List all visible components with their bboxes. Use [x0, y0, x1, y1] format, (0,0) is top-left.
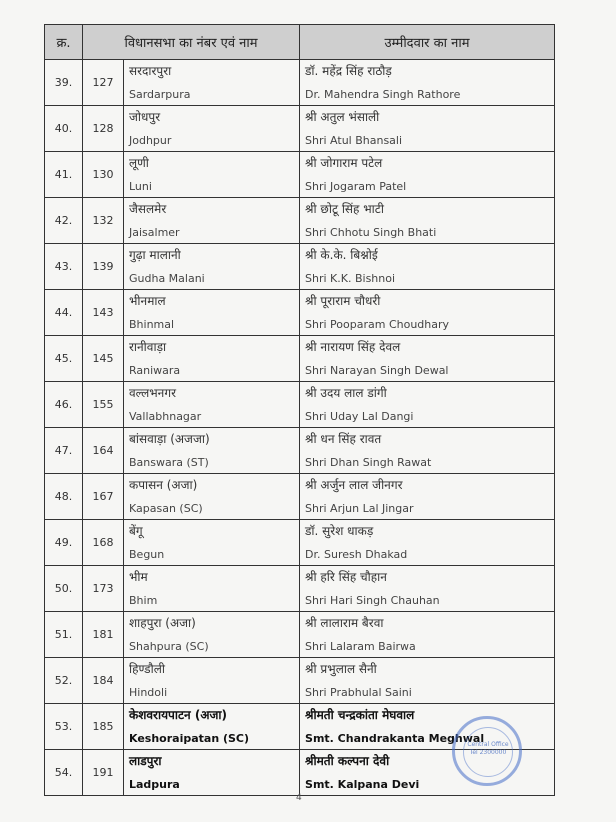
table-row: [45, 60, 555, 106]
constituency-number: 143: [92, 306, 114, 319]
serial-number-cell: [45, 290, 83, 336]
serial-number-cell: [45, 198, 83, 244]
constituency-name-hindi: लूणी: [129, 156, 149, 170]
constituency-name-english: Hindoli: [129, 686, 168, 699]
constituency-number-cell: [83, 474, 124, 520]
candidate-name-hindi: श्री जोगाराम पटेल: [305, 156, 383, 170]
constituency-number-cell: [83, 658, 124, 704]
serial-number-cell: [45, 658, 83, 704]
candidate-name-english: Smt. Chandrakanta Meghwal: [305, 732, 485, 745]
serial-number: 49.: [54, 536, 73, 549]
serial-number: 39.: [54, 76, 73, 89]
constituency-number-cell: [83, 750, 124, 796]
candidate-name-cell: [300, 474, 555, 520]
constituency-name-cell: [124, 658, 300, 704]
constituency-name-english: Begun: [129, 548, 165, 561]
constituency-number: 185: [92, 720, 114, 733]
seal-line-1: Central Office: [467, 741, 509, 748]
candidate-name-hindi: श्री उदय लाल डांगी: [305, 386, 387, 400]
constituency-name-hindi: सरदारपुरा: [129, 64, 172, 78]
constituency-number-cell: [83, 428, 124, 474]
serial-number: 41.: [54, 168, 73, 181]
candidate-name-cell: [300, 566, 555, 612]
seal-line-2: Tel 2300000: [469, 749, 507, 756]
candidate-name-english: Shri Poораram Choudhary: [305, 318, 450, 331]
constituency-name-cell: [124, 474, 300, 520]
constituency-name-english: Jodhpur: [129, 134, 172, 147]
constituency-number: 191: [92, 766, 114, 779]
constituency-number: 184: [92, 674, 114, 687]
constituency-name-cell: [124, 336, 300, 382]
constituency-name-cell: [124, 520, 300, 566]
constituency-name-hindi: बेंगू: [129, 524, 143, 538]
candidate-name-cell: [300, 382, 555, 428]
serial-number-cell: [45, 152, 83, 198]
table-row: [45, 290, 555, 336]
constituency-number: 128: [92, 122, 114, 135]
candidate-name-hindi: श्री अर्जुन लाल जीनगर: [305, 478, 403, 492]
constituency-name-english: Luni: [129, 180, 152, 193]
constituency-name-cell: [124, 612, 300, 658]
constituency-name-english: Ladpura: [129, 778, 180, 791]
table-row: [45, 520, 555, 566]
candidate-name-english: Shri Lalaram Bairwa: [305, 640, 416, 653]
candidate-name-hindi: श्रीमती चन्द्रकांता मेघवाल: [305, 708, 415, 722]
constituency-name-english: Keshoraipatan (SC): [129, 732, 250, 745]
constituency-number-cell: [83, 704, 124, 750]
constituency-name-cell: [124, 566, 300, 612]
constituency-name-hindi: लाडपुरा: [129, 754, 162, 768]
constituency-number: 145: [92, 352, 114, 365]
candidate-name-cell: [300, 152, 555, 198]
constituency-number: 164: [92, 444, 114, 457]
constituency-name-english: Jaisalmer: [129, 226, 180, 239]
candidate-name-cell: [300, 658, 555, 704]
candidate-name-hindi: श्री धन सिंह रावत: [305, 432, 382, 446]
table-row: [45, 474, 555, 520]
constituency-number: 181: [92, 628, 114, 641]
serial-number: 54.: [54, 766, 73, 779]
constituency-name-english: Kapasan (SC): [129, 502, 203, 515]
serial-number-cell: [45, 566, 83, 612]
serial-number: 48.: [54, 490, 73, 503]
serial-number: 42.: [54, 214, 73, 227]
constituency-number-cell: [83, 612, 124, 658]
constituency-name-hindi: जैसलमेर: [129, 202, 167, 216]
serial-number: 45.: [54, 352, 73, 365]
candidate-name-cell: [300, 428, 555, 474]
constituency-number-cell: [83, 336, 124, 382]
candidate-name-hindi: श्री पूराराम चौधरी: [305, 294, 381, 308]
constituency-number-cell: [83, 244, 124, 290]
constituency-name-hindi: हिण्डौली: [129, 662, 165, 676]
table-row: [45, 566, 555, 612]
candidate-name-cell: [300, 106, 555, 152]
serial-number-cell: [45, 428, 83, 474]
table-row: [45, 428, 555, 474]
constituency-name-hindi: भीम: [129, 570, 148, 584]
serial-number: 50.: [54, 582, 73, 595]
candidate-name-english: Shri Prabhulal Saini: [305, 686, 412, 699]
constituency-number-cell: [83, 290, 124, 336]
constituency-name-cell: [124, 60, 300, 106]
candidate-name-cell: [300, 198, 555, 244]
constituency-name-english: Gudha Malani: [129, 272, 205, 285]
candidate-name-english: Shri Arjun Lal Jingar: [305, 502, 414, 515]
serial-number-cell: [45, 60, 83, 106]
constituency-number: 168: [92, 536, 114, 549]
constituency-name-hindi: वल्लभनगर: [129, 386, 176, 400]
candidate-name-english: Shri Atul Bhansali: [305, 134, 403, 147]
constituency-number: 173: [92, 582, 114, 595]
candidate-name-cell: [300, 60, 555, 106]
candidate-name-cell: [300, 244, 555, 290]
constituency-name-hindi: बांसवाड़ा (अजजा): [129, 432, 210, 446]
candidate-name-hindi: डॉ. सुरेश धाकड़: [305, 524, 374, 538]
constituency-number-cell: [83, 198, 124, 244]
header-constituency: विधानसभा का नंबर एवं नाम: [83, 25, 300, 60]
candidate-name-english: Shri Hari Singh Chauhan: [305, 594, 440, 607]
serial-number: 46.: [54, 398, 73, 411]
serial-number-cell: [45, 520, 83, 566]
constituency-number-cell: [83, 520, 124, 566]
header-serial: क्र.: [45, 25, 83, 60]
candidate-name-hindi: श्रीमती कल्पना देवी: [305, 754, 390, 768]
constituency-name-cell: [124, 198, 300, 244]
table-header-row: [45, 25, 555, 60]
constituency-name-cell: [124, 704, 300, 750]
serial-number-cell: [45, 244, 83, 290]
constituency-number: 167: [92, 490, 114, 503]
constituency-number: 139: [92, 260, 114, 273]
serial-number: 51.: [54, 628, 73, 641]
candidate-name-english: Shri Uday Lal Dangi: [305, 410, 414, 423]
candidate-name-english: Dr. Suresh Dhakad: [305, 548, 408, 561]
candidate-name-english: Shri Narayan Singh Dewal: [305, 364, 449, 377]
serial-number-cell: [45, 704, 83, 750]
constituency-name-cell: [124, 382, 300, 428]
candidate-name-hindi: श्री अतुल भंसाली: [305, 110, 380, 124]
constituency-name-english: Banswara (ST): [129, 456, 209, 469]
table-row: [45, 612, 555, 658]
candidate-name-cell: [300, 290, 555, 336]
serial-number-cell: [45, 106, 83, 152]
candidate-name-hindi: श्री छोटू सिंह भाटी: [305, 202, 384, 216]
constituency-name-hindi: कपासन (अजा): [129, 478, 198, 492]
constituency-number-cell: [83, 566, 124, 612]
serial-number-cell: [45, 612, 83, 658]
constituency-number: 130: [92, 168, 114, 181]
serial-number: 43.: [54, 260, 73, 273]
constituency-number: 132: [92, 214, 114, 227]
constituency-number: 127: [92, 76, 114, 89]
candidate-name-english: Shri Jogaram Patel: [305, 180, 407, 193]
candidate-name-english: Shri K.K. Bishnoi: [305, 272, 396, 285]
serial-number: 47.: [54, 444, 73, 457]
candidate-name-english: Smt. Kalpana Devi: [305, 778, 420, 791]
serial-number-cell: [45, 750, 83, 796]
table-row: [45, 336, 555, 382]
constituency-name-english: Bhim: [129, 594, 158, 607]
constituency-name-cell: [124, 244, 300, 290]
constituency-name-hindi: भीनमाल: [129, 294, 166, 308]
table-row: [45, 198, 555, 244]
table-row: [45, 106, 555, 152]
candidate-name-hindi: श्री प्रभुलाल सैनी: [305, 662, 377, 676]
constituency-name-cell: [124, 428, 300, 474]
candidate-name-hindi: श्री हरि सिंह चौहान: [305, 570, 387, 584]
constituency-name-english: Shahpura (SC): [129, 640, 209, 653]
serial-number: 40.: [54, 122, 73, 135]
candidate-name-cell: [300, 612, 555, 658]
constituency-number-cell: [83, 60, 124, 106]
table-row: [45, 658, 555, 704]
constituency-name-hindi: शाहपुरा (अजा): [129, 616, 196, 630]
table-body: [45, 60, 555, 796]
candidate-name-english: Dr. Mahendra Singh Rathore: [305, 88, 461, 101]
page-number: 4: [296, 793, 302, 803]
table-row: [45, 244, 555, 290]
candidate-name-hindi: श्री नारायण सिंह देवल: [305, 340, 401, 354]
constituency-name-english: Raniwara: [129, 364, 181, 377]
constituency-name-cell: [124, 290, 300, 336]
serial-number: 53.: [54, 720, 73, 733]
candidate-name-english: Shri Chhotu Singh Bhati: [305, 226, 437, 239]
constituency-number-cell: [83, 152, 124, 198]
constituency-name-english: Vallabhnagar: [129, 410, 202, 423]
constituency-number-cell: [83, 106, 124, 152]
candidate-table: [44, 24, 555, 796]
constituency-name-cell: [124, 106, 300, 152]
candidate-name-english: Shri Dhan Singh Rawat: [305, 456, 432, 469]
constituency-name-hindi: जोधपुर: [129, 110, 161, 124]
constituency-name-hindi: रानीवाड़ा: [129, 340, 167, 354]
candidate-name-cell: [300, 336, 555, 382]
seal-text: [463, 741, 513, 757]
candidate-name-hindi: डॉ. महेंद्र सिंह राठौड़: [305, 64, 392, 78]
serial-number: 44.: [54, 306, 73, 319]
constituency-number-cell: [83, 382, 124, 428]
constituency-name-english: Bhinmal: [129, 318, 175, 331]
constituency-number: 155: [92, 398, 114, 411]
serial-number-cell: [45, 474, 83, 520]
serial-number: 52.: [54, 674, 73, 687]
constituency-name-hindi: केशवरायपाटन (अजा): [129, 708, 227, 722]
office-seal-stamp: [452, 716, 522, 786]
candidate-name-hindi: श्री के.के. बिश्नोई: [305, 248, 378, 262]
table-row: [45, 382, 555, 428]
constituency-name-cell: [124, 750, 300, 796]
header-candidate: उम्मीदवार का नाम: [300, 25, 555, 60]
table-row: [45, 152, 555, 198]
candidate-name-cell: [300, 520, 555, 566]
serial-number-cell: [45, 382, 83, 428]
serial-number-cell: [45, 336, 83, 382]
constituency-name-hindi: गुढ़ा मालानी: [129, 248, 181, 262]
constituency-name-cell: [124, 152, 300, 198]
constituency-name-english: Sardarpura: [129, 88, 191, 101]
candidate-name-hindi: श्री लालाराम बैरवा: [305, 616, 384, 630]
